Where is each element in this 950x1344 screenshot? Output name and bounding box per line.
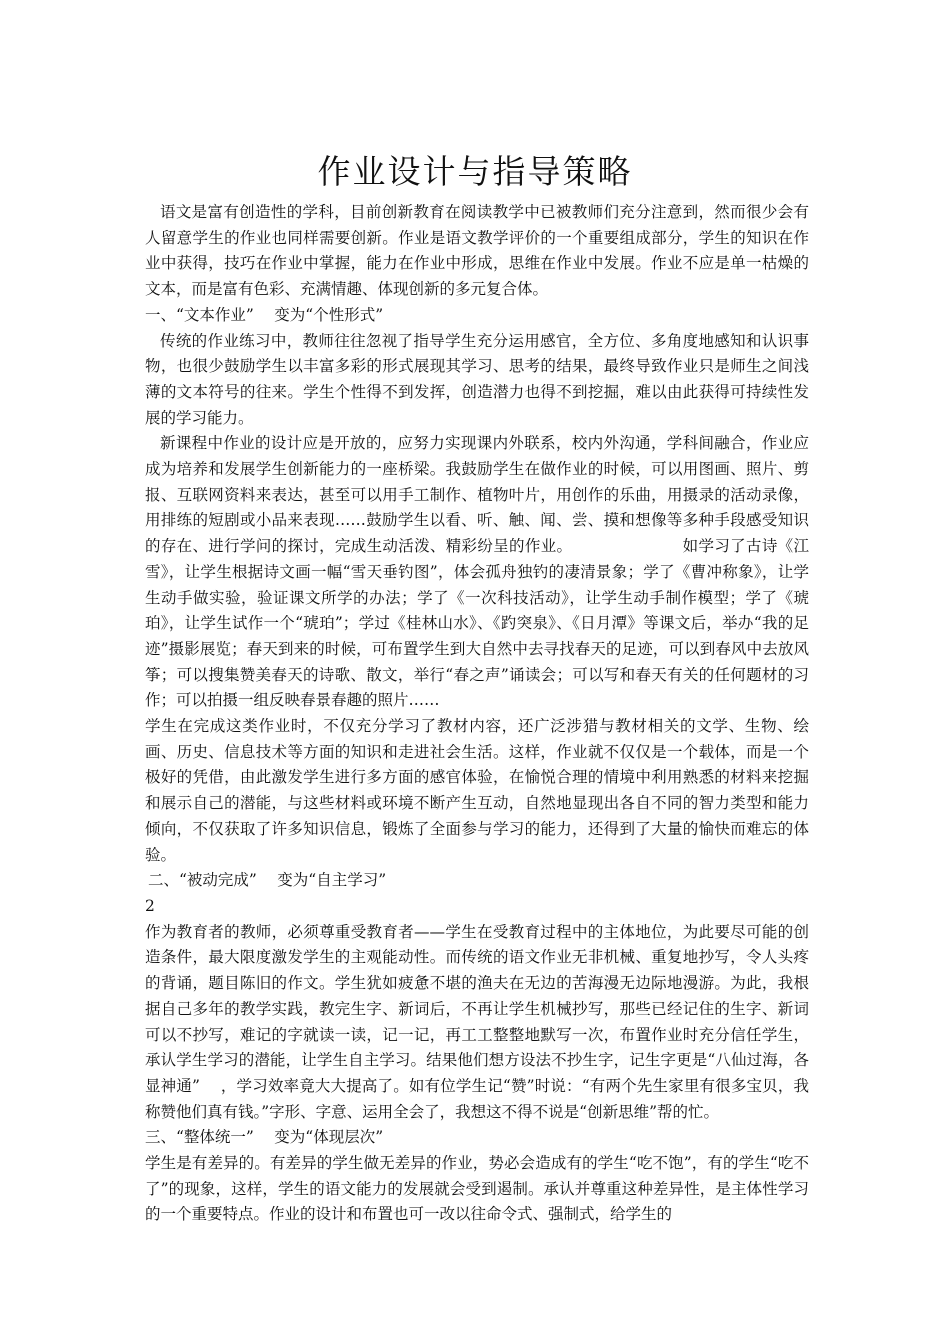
body-paragraph: 作为教育者的教师，必须尊重受教育者——学生在受教育过程中的主体地位，为此要尽可能的创造条件，最大限度激发学生的主观能动性。而传统的语文作业无非机械、重复地抄写，令人头疼的背诵，题目陈旧的作文。学生犹如疲惫不堪的渔夫在无边的苦海漫无边际地漫游。为此，我根据自己多年的教学实践，教完生字、新词后，不再让学生机械抄写，那些已经记住的生字、新词可以不抄写，难记的字就读一读，记一记，再工工整整地默写一次，布置作业时充分信任学生，承认学生学习的潜能，让学生自主学习。结果他们想方设法不抄生字，记生字更是“八仙过海，各显神通” ，学习效率竟大大提高了。如有位学生记“赞”时说：“有两个先生家里有很多宝贝，我称赞他们真有钱。”字形、字意、运用全会了，我想这不得不说是“创新思维”帮的忙。 xyxy=(145,922,809,1121)
section-heading-2: 二、“被动完成” 变为“自主学习” xyxy=(148,871,387,890)
document-title: 作业设计与指导策略 xyxy=(317,152,633,192)
section-heading-1: 一、“文本作业” 变为“个性形式” xyxy=(145,305,384,324)
paragraph-text: 如学习了古诗《江雪》，让学生根据诗文画一幅“雪天垂钓图”，体会孤舟独钓的凄清景象；学了《曹冲称象》，让学生动手做实验，验证课文所学的办法；学了《一次科技活动》，让学生动手制作模型；学了《琥珀》，让学生试作一个“琥珀”；学过《桂林山水》、《趵突泉》、《日月潭》等课文后，举办“我的足迹”摄影展览；春天到来的时候，可布置学生到大自然中去寻找春天的足迹，可以到春风中去放风筝；可以搜集赞美春天的诗歌、散文，举行“春之声”诵读会；可以写和春天有关的任何题材的习作；可以拍摄一组反映春景春趣的照片…… xyxy=(145,537,809,710)
body-paragraph: 学生是有差异的。有差异的学生做无差异的作业，势必会造成有的学生“吃不饱”，有的学生“吃不了”的现象，这样，学生的语文能力的发展就会受到遏制。承认并尊重这种差异性，是主体性学习的一个重要特点。作业的设计和布置也可一改以往命令式、强制式，给学生的 xyxy=(145,1154,809,1224)
document-body xyxy=(145,200,809,1228)
body-paragraph xyxy=(145,431,809,714)
body-paragraph: 学生在完成这类作业时，不仅充分学习了教材内容，还广泛涉猎与教材相关的文学、生物、绘画、历史、信息技术等方面的知识和走进社会生活。这样，作业就不仅仅是一个载体，而是一个极好的凭借，由此激发学生进行多方面的感官体验，在愉悦合理的情境中利用熟悉的材料来挖掘和展示自己的潜能，与这些材料或环境不断产生互动，自然地显现出各自不同的智力类型和能力倾向，不仅获取了许多知识信息，锻炼了全面参与学习的能力，还得到了大量的愉快而难忘的体验。 xyxy=(145,717,809,864)
paragraph-text: 新课程中作业的设计应是开放的，应努力实现课内外联系，校内外沟通，学科间融合，作业应成为培养和发展学生创新能力的一座桥梁。我鼓励学生在做作业的时候，可以用图画、照片、剪报、互联网资料来表达，甚至可以用手工制作、植物叶片，用创作的乐曲，用摄录的活动录像，用排练的短剧或小品来表现……鼓励学生以看、听、触、闻、尝、摸和想像等多种手段感受知识的存在、进行学问的探讨，完成生动活泼、精彩纷呈的作业。 xyxy=(145,434,809,556)
intro-paragraph: 语文是富有创造性的学科，目前创新教育在阅读教学中已被教师们充分注意到，然而很少会有人留意学生的作业也同样需要创新。作业是语文教学评价的一个重要组成部分，学生的知识在作业中获得，技巧在作业中掌握，能力在作业中形成，思维在作业中发展。作业不应是单一枯燥的文本，而是富有色彩、充满情趣、体现创新的多元复合体。 xyxy=(145,203,809,299)
body-paragraph: 传统的作业练习中，教师往往忽视了指导学生充分运用感官，全方位、多角度地感知和认识事物，也很少鼓励学生以丰富多彩的形式展现其学习、思考的结果，最终导致作业只是师生之间浅薄的文本符号的往来。学生个性得不到发挥，创造潜力也得不到挖掘，难以由此获得可持续性发展的学习能力。 xyxy=(145,331,809,427)
page-number: 2 xyxy=(145,896,155,915)
section-heading-3: 三、“整体统一” 变为“体现层次” xyxy=(145,1128,384,1147)
